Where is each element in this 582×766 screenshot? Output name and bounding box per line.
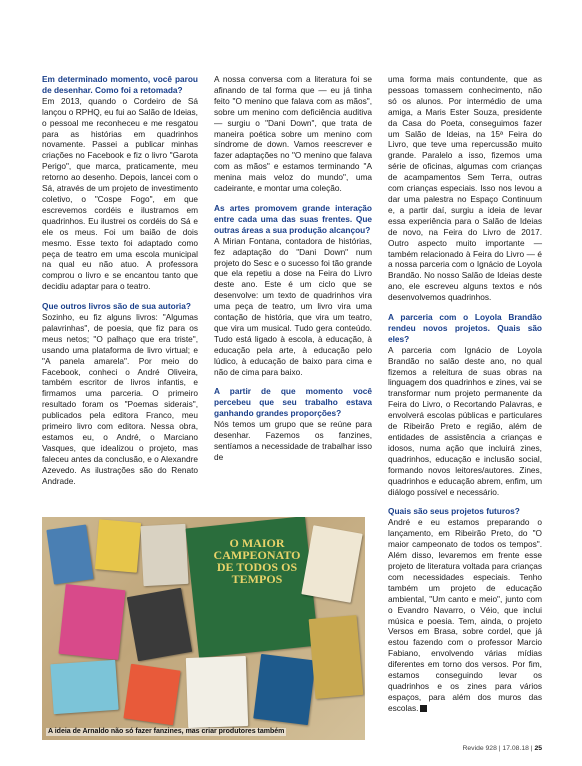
book-cover: [140, 524, 188, 586]
book-cover: [301, 525, 362, 603]
article-column-3: [388, 74, 542, 714]
book-cover: [127, 588, 192, 662]
book-cover: [123, 664, 180, 725]
book-cover: [186, 656, 248, 728]
interview-answer: Nós temos um grupo que se reúne para desenhar. Fazemos os fanzines, sentíamos a necessidade de trabalhar isso de: [214, 419, 372, 462]
footer-separator: |: [498, 745, 503, 752]
interview-question: Quais são seus projetos futuros?: [388, 506, 520, 517]
interview-question: Em determinado momento, você parou de desenhar. Como foi a retomada?: [42, 74, 198, 95]
interview-question: Que outros livros são de sua autoria?: [42, 301, 191, 312]
book-cover: [309, 615, 364, 699]
page-footer: [462, 745, 542, 752]
interview-answer: Em 2013, quando o Cordeiro de Sá lançou o RPHQ, eu fui ao Salão de Ideias, o pessoal me reconheceu e me resgatou para as histórias em quadrinhos novamente. Passei a publicar minhas criações no Facebook e fiz o livro "Garota Perigo", que marca, praticamente, meu retorno ao desenho. Depois, lancei com o Sá, através de um projeto de investimento coletivo, o "Cospe Fogo", em que escrevemos cordéis e ilustramos em quadrinhos. Eu ilustrei os cordéis do Sá e ele os meus. Foi um baião de dois mesmo. Esse texto foi adaptado como peça de teatro em uma escola municipal na qual eu não atuo. A professora comprou o livro e se encantou tanto que decidiu adaptar para o teatro.: [42, 95, 198, 292]
article-column-2: [214, 74, 372, 463]
book-cover: [95, 519, 141, 572]
interview-question: As artes promovem grande interação entre cada uma das suas frentes. Que outras áreas a sua produção alcançou?: [214, 202, 372, 235]
interview-question: A parceria com o Loyola Brandão rendeu novos projetos. Quais são eles?: [388, 312, 542, 344]
page-number: 25: [534, 745, 542, 752]
book-cover: [253, 654, 316, 725]
interview-answer: A parceria com Ignácio de Loyola Brandão no salão deste ano, no qual fizemos a releitura de suas obras na linguagem dos quadrinhos e zines, vai se transformar num projeto permanente da Feira do Livro, o Recortando Palavras, e envolverá escolas públicas e particulares de Ribeirão Preto e região, além de entidades de assistência a crianças e idosos, numa ação que incluirá zines, quadrinhos, educação e inclusão social, formando novos leitores/autores. Zines, quadrinhos e educação abrem, enfim, um diálogo possível e necessário.: [388, 344, 542, 497]
magazine-name: Revide 928: [462, 745, 497, 752]
end-mark-icon: [420, 705, 427, 712]
interview-answer: A nossa conversa com a literatura foi se afinando de tal forma que — eu já tinha feito "O menino que falava com as mãos", sobre um menino com deficiência auditiva — surgiu o "Dani Down", que trata de maneira poética sobre um menino com síndrome de down. Vamos reescrever e fazer adaptações no "O menino que falava com as mãos" e estamos terminando "A menina mais veloz do mundo", uma cadeirante, e montar uma coleção.: [214, 74, 372, 194]
fanzines-photo: [42, 517, 365, 740]
book-title: O MAIOR CAMPEONATO DE TODOS OS TEMPOS: [213, 536, 301, 586]
article-column-1: [42, 74, 198, 487]
book-cover: [50, 660, 118, 714]
book-cover: [46, 524, 93, 584]
photo-caption: A ideia de Arnaldo não só fazer fanzines, mas criar produtores também: [48, 728, 285, 735]
interview-question: A partir de que momento você percebeu que seu trabalho estava ganhando grandes proporções?: [214, 386, 372, 419]
book-cover: [59, 584, 126, 660]
issue-date: 17.08.18: [502, 745, 529, 752]
interview-answer: Sozinho, eu fiz alguns livros: "Algumas palavrinhas", de poesia, que fiz para os meus netos; "O palhaço que era triste", usando uma plataforma de livro virtual; e "A panela amarela". Por meio do Facebook, conheci o André Oliveira, também escritor de livros infantis, e firmamos uma parceria. O primeiro resultado foram os "Poemas siderais", publicados pela editora Franco, meu primeiro livro com editora. Nessa obra, estamos eu, o André, o Marciano Vasques, que idealizou o projeto, mas faleceu antes da conclusão, e o Alexandre Azevedo. As ilustrações são do Renato Andrade.: [42, 312, 198, 486]
interview-answer: André e eu estamos preparando o lançamento, em Ribeirão Preto, do "O maior campeonato de todos os tempos". Além disso, levaremos em frente esse projeto de literatura voltada para crianças com necessidades especiais. Tenho também um projeto de educação ambiental, "Um canto e meio", junto com o Evandro Navarro, o Véio, que inclui música e poesia. Tem, ainda, o projeto Versos em Brasa, sobre cordel, que já estou fazendo com o professor Marcio Fabiano, envolvendo várias mídias diferentes em torno dos versos. Por fim, estamos conseguindo levar os quadrinhos e os zines para vários espaços, para além dos muros das escolas.: [388, 517, 542, 713]
footer-separator: |: [530, 745, 535, 752]
interview-answer: uma forma mais contundente, que as pessoas tomassem conhecimento, não só os alunos. Por intermédio de uma amiga, a Maris Ester Souza, presidente da Casa do Poeta, conseguimos fazer um Salão de Ideias, na 15ª Feira do Livro, que teve uma repercussão muito grande. Paralelo a isso, fizemos uma série de oficinas, algumas com crianças de acampamentos Sem Terra, outras com crianças especiais. Isso nos levou a dar uma palestra no Espaço Continuum e, a partir daí, surgiu a ideia de levar essa experiência para o Salão de Ideias de novo, na Feira do Livro de 2017. Outro aspecto muito importante — também relacionado à Feira do Livro — é a nossa parceria com o Ignácio de Loyola Brandão. No nosso Salão de Ideias deste ano, ele escreveu alguns textos e nós desenvolvemos quadrinhos.: [388, 74, 542, 303]
interview-answer: A Mirian Fontana, contadora de histórias, fez adaptação do "Dani Down" num projeto do Sesc e o sucesso foi tão grande que ela repetiu a dose na Feira do Livro deste ano. Este é um ciclo que se desenvolve: um texto de quadrinhos vira uma peça de teatro, um livro vira uma contação de história, que vira um teatro, que vira um musical. Tudo gera conteúdo. Tudo está ligado à escola, à educação, à educação pela arte, à educação pelo lúdico, à educação de baixo para cima e não de cima para baixo.: [214, 235, 372, 377]
